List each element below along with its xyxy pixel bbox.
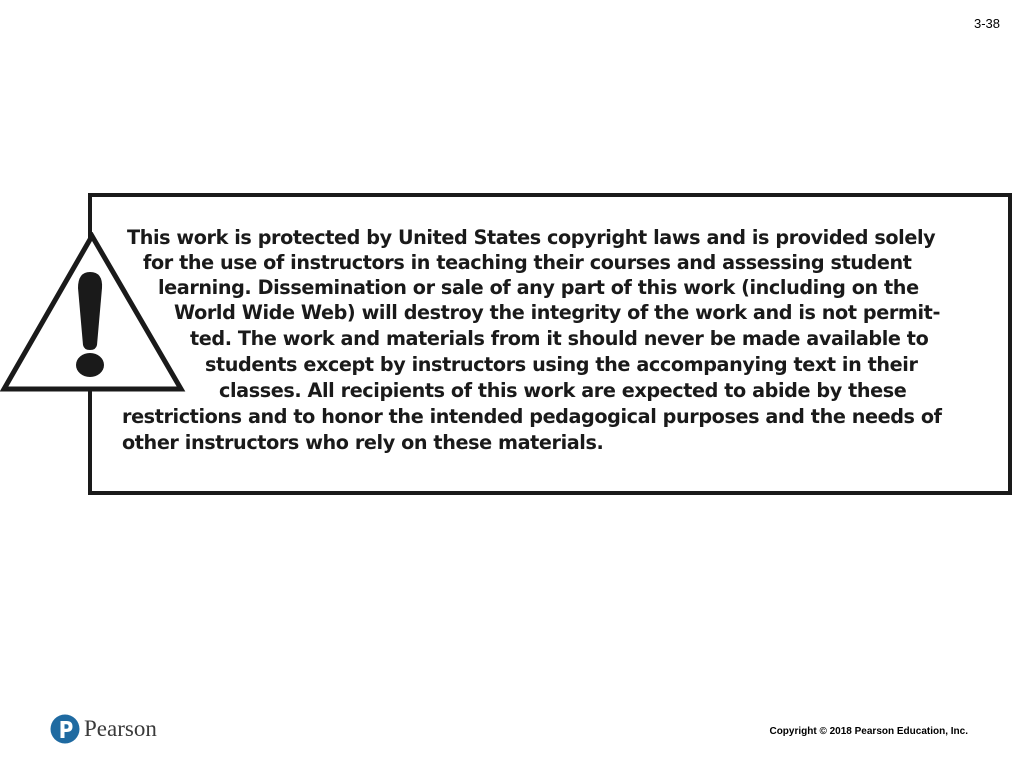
notice-line: This work is protected by United States copyright laws and is provided solely (127, 226, 936, 249)
notice-line: for the use of instructors in teaching their courses and assessing student (143, 251, 912, 274)
notice-line: ted. The work and materials from it should never be made available to (190, 327, 929, 350)
copyright-text: Copyright © 2018 Pearson Education, Inc. (769, 726, 968, 737)
brand-name: Pearson (84, 716, 157, 741)
notice-line: learning. Dissemination or sale of any part of this work (including on the (158, 276, 919, 299)
slide-number: 3-38 (973, 16, 1000, 31)
notice-line: World Wide Web) will destroy the integrity of the work and is not permit- (174, 301, 941, 324)
notice-line: other instructors who rely on these materials. (122, 431, 604, 454)
pearson-p-logo-icon (50, 713, 80, 745)
notice-line: restrictions and to honor the intended pedagogical purposes and the needs of (122, 405, 942, 428)
notice-line: students except by instructors using the accompanying text in their (205, 353, 918, 376)
notice-line: classes. All recipients of this work are expected to abide by these (219, 379, 907, 402)
pearson-logo (50, 713, 157, 745)
